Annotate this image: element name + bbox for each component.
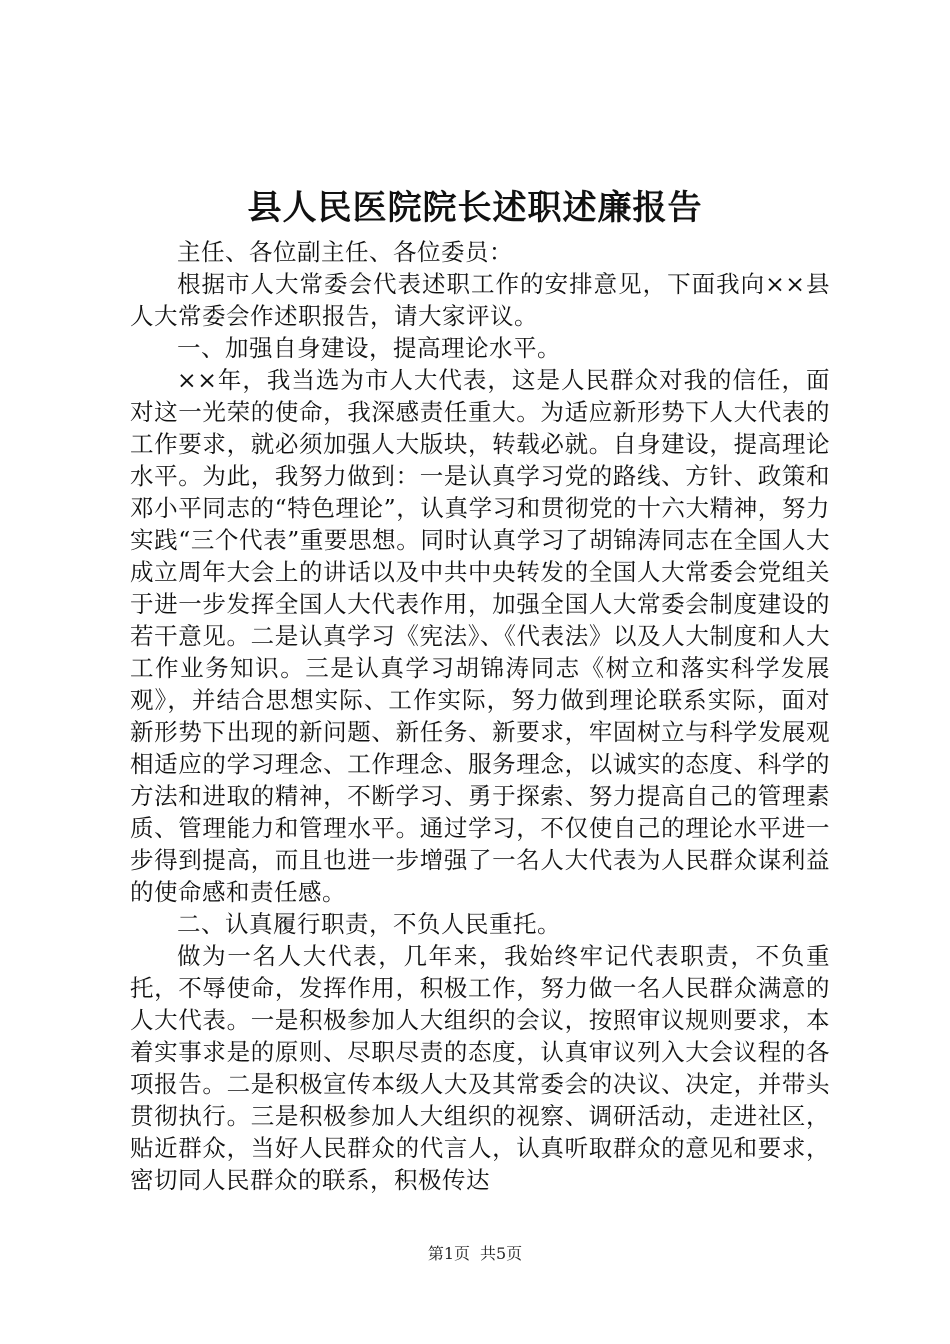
body-paragraph: 做为一名人大代表，几年来，我始终牢记代表职责，不负重托，不辱使命，发挥作用，积极工作，努力做一名人民群众满意的人大代表。一是积极参加人大组织的会议，按照审议规则要求，本着实事求是的原则、尽职尽责的态度，认真审议列入大会议程的各项报告。二是积极宣传本级人大及其常委会的决议、决定，并带头贯彻执行。三是积极参加人大组织的视察、调研活动，走进社区，贴近群众，当好人民群众的代言人，认真听取群众的意见和要求，密切同人民群众的联系，积极传达 <box>130 942 830 1194</box>
intro-paragraph: 根据市人大常委会代表述职工作的安排意见，下面我向××县人大常委会作述职报告，请大家评议。 <box>130 270 830 330</box>
page-number: 第1页 <box>427 1244 470 1263</box>
section-heading-2: 二、认真履行职责，不负人民重托。 <box>177 910 561 938</box>
page-total: 共5页 <box>480 1244 523 1263</box>
section-heading-1: 一、加强自身建设，提高理论水平。 <box>177 334 561 362</box>
document-body <box>130 236 830 1196</box>
body-paragraph: ××年，我当选为市人大代表，这是人民群众对我的信任，面对这一光荣的使命，我深感责任重大。为适应新形势下人大代表的工作要求，就必须加强人大版块，转载必就。自身建设，提高理论水平。为此，我努力做到：一是认真学习党的路线、方针、政策和邓小平同志的“特色理论”，认真学习和贯彻党的十六大精神，努力实践“三个代表”重要思想。同时认真学习了胡锦涛同志在全国人大成立周年大会上的讲话以及中共中央转发的全国人大常委会党组关于进一步发挥全国人大代表作用，加强全国人大常委会制度建设的若干意见。二是认真学习《宪法》、《代表法》以及人大制度和人大工作业务知识。三是认真学习胡锦涛同志《树立和落实科学发展观》，并结合思想实际、工作实际，努力做到理论联系实际，面对新形势下出现的新问题、新任务、新要求，牢固树立与科学发展观相适应的学习理念、工作理念、服务理念，以诚实的态度、科学的方法和进取的精神，不断学习、勇于探索、努力提高自己的管理素质、管理能力和管理水平。通过学习，不仅使自己的理论水平进一步得到提高，而且也进一步增强了一名人大代表为人民群众谋利益的使命感和责任感。 <box>130 366 830 906</box>
document-title: 县人民医院院长述职述廉报告 <box>247 188 703 228</box>
salutation-paragraph: 主任、各位副主任、各位委员： <box>177 238 513 266</box>
page-footer <box>0 1244 950 1264</box>
